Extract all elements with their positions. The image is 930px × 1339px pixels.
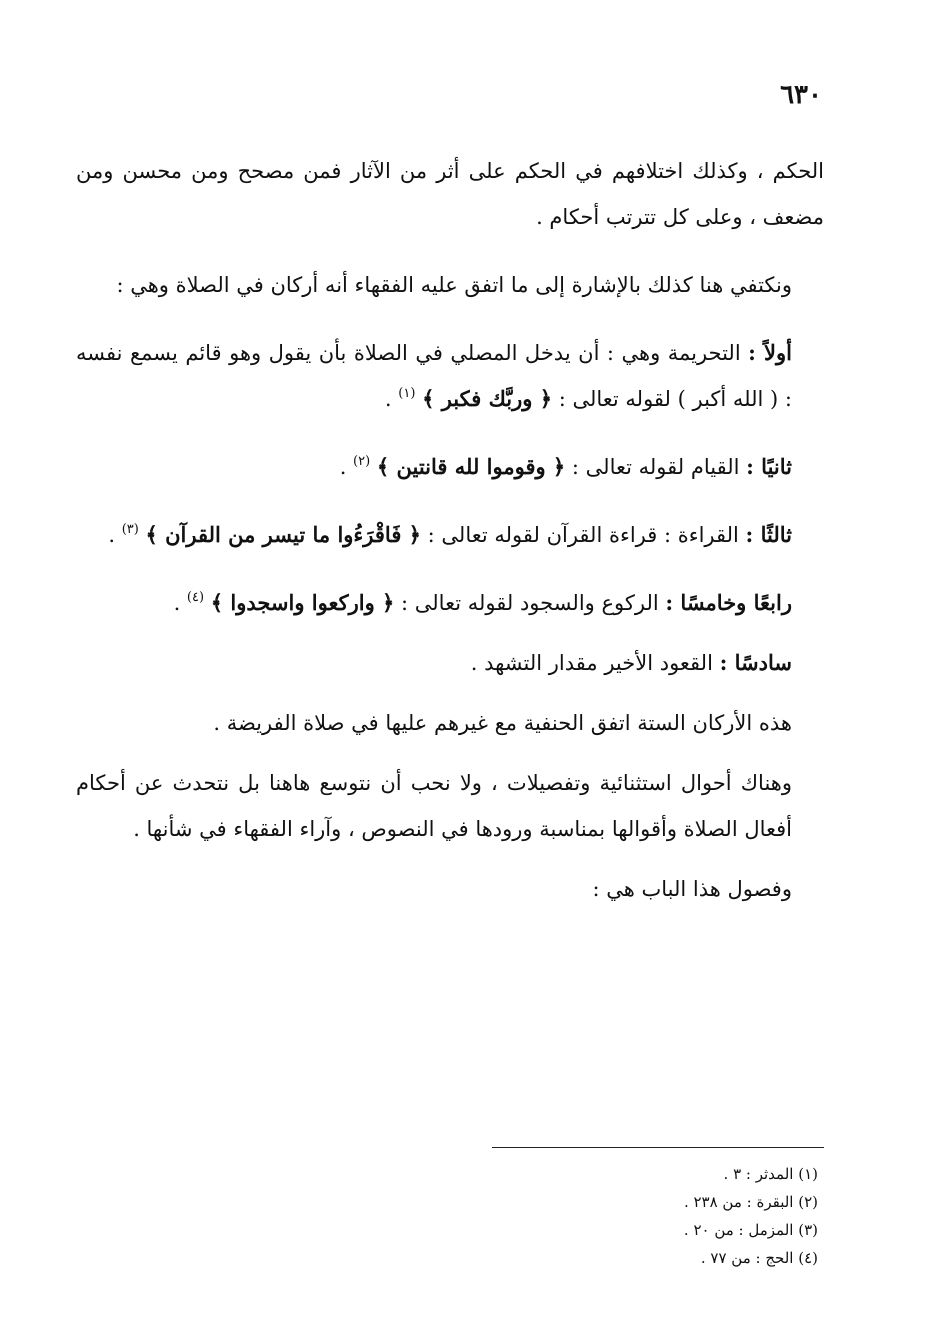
pillar-third	[76, 512, 824, 558]
footnote-ref: (١)	[398, 386, 416, 401]
pillar-text: التحريمة وهي : أن يدخل المصلي في الصلاة بأن يقول وهو قائم يسمع نفسه : ( الله أكبر ) لقوله تعالى :	[76, 341, 792, 411]
quran-verse: ﴿ فَاقْرَءُوا ما تيسر من القرآن ﴾	[145, 522, 421, 547]
pillar-sixth	[76, 640, 824, 686]
footnote: (٢) البقرة : من ٢٣٨ .	[683, 1193, 818, 1211]
paragraph-exceptions: وهناك أحوال استثنائية وتفصيلات ، ولا نحب أن نتوسع هاهنا بل نتحدث عن أحكام أفعال الصلاة وأقوالها بمناسبة ورودها في النصوص ، وآراء الفقهاء في شأنها .	[76, 771, 792, 841]
pillar-text: القراءة : قراءة القرآن لقوله تعالى :	[421, 523, 746, 547]
quran-verse: ﴿ وقوموا لله قانتين ﴾	[376, 454, 566, 479]
paragraph-intro-pillars: ونكتفي هنا كذلك بالإشارة إلى ما اتفق عليه الفقهاء أنه أركان في الصلاة وهي :	[116, 273, 792, 297]
footnote: (٤) الحج : من ٧٧ .	[700, 1249, 818, 1267]
main-text	[76, 148, 824, 912]
pillar-fourth-fifth	[76, 580, 824, 626]
footnote-ref: (٢)	[353, 454, 371, 469]
pillar-end: .	[108, 523, 122, 547]
paragraph-chapters: وفصول هذا الباب هي :	[592, 877, 792, 901]
pillar-label: ثالثًا :	[745, 522, 792, 547]
pillar-label: ثانيًا :	[746, 454, 792, 479]
pillar-text: القيام لقوله تعالى :	[565, 455, 747, 479]
footnote-divider	[492, 1147, 824, 1148]
pillar-label: سادسًا :	[719, 650, 792, 675]
pillar-label: رابعًا وخامسًا :	[665, 590, 792, 615]
pillar-end: .	[173, 591, 187, 615]
pillar-label: أولاً :	[748, 340, 792, 365]
pillar-text: القعود الأخير مقدار التشهد .	[470, 651, 720, 675]
footnotes	[458, 1160, 818, 1272]
pillar-end: .	[339, 455, 354, 479]
quran-verse: ﴿ وربَّك فكبر ﴾	[422, 386, 553, 411]
paragraph-six-pillars: هذه الأركان الستة اتفق الحنفية مع غيرهم عليها في صلاة الفريضة .	[213, 711, 792, 735]
paragraph-hukm: الحكم ، وكذلك اختلافهم في الحكم على أثر من الآثار فمن مصحح ومن محسن ومن مضعف ، وعلى كل تترتب أحكام .	[76, 159, 824, 229]
page-number: ٦٣٠	[780, 80, 822, 110]
footnote: (٣) المزمل : من ٢٠ .	[683, 1221, 818, 1239]
pillar-text: الركوع والسجود لقوله تعالى :	[394, 591, 666, 615]
quran-verse: ﴿ واركعوا واسجدوا ﴾	[210, 590, 395, 615]
footnote: (١) المدثر : ٣ .	[723, 1165, 818, 1183]
pillar-first	[76, 330, 824, 422]
pillar-end: .	[384, 387, 399, 411]
footnote-ref: (٤)	[186, 590, 205, 605]
pillar-second	[76, 444, 824, 490]
footnote-ref: (٣)	[121, 522, 139, 537]
